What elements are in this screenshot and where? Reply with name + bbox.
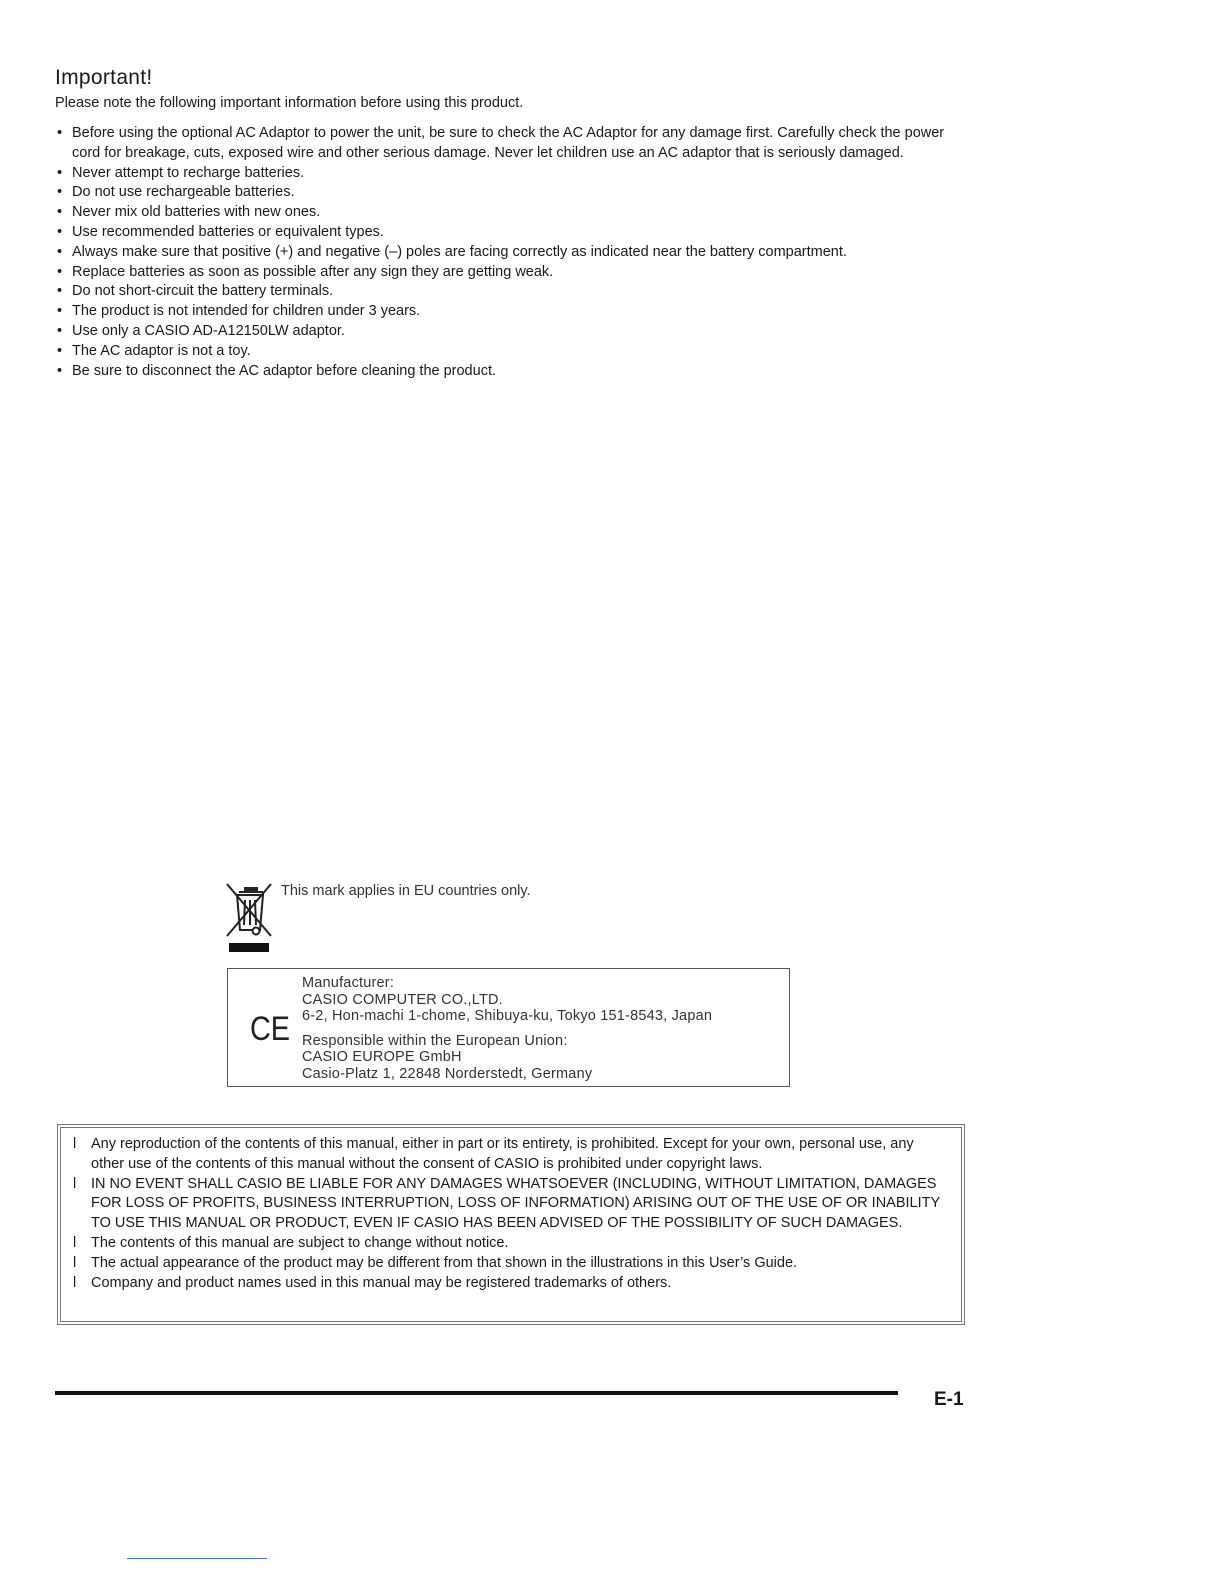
footer-divider xyxy=(55,1391,898,1395)
list-item xyxy=(61,1234,961,1254)
list-marker: l xyxy=(73,1234,77,1251)
eu-representative-name: CASIO EUROPE GmbH xyxy=(302,1049,462,1065)
list-marker: l xyxy=(73,1175,77,1192)
list-marker: l xyxy=(73,1254,77,1271)
list-item-text: Company and product names used in this manual may be registered trademarks of others. xyxy=(91,1274,672,1291)
eu-representative-address: Casio-Platz 1, 22848 Norderstedt, Germany xyxy=(302,1065,593,1082)
manufacturer-name: CASIO COMPUTER CO.,LTD. xyxy=(302,991,503,1008)
page-number: E-1 xyxy=(934,1389,964,1410)
list-item: • Never mix old batteries with new ones. xyxy=(55,203,965,223)
page-title: Important! xyxy=(55,66,153,89)
eu-representative-label: Responsible within the European Union: xyxy=(302,1032,568,1049)
crossed-out-wheelie-bin-icon xyxy=(225,880,275,956)
list-item: • Replace batteries as soon as possible after any sign they are getting weak. xyxy=(55,263,965,283)
important-list xyxy=(55,124,965,381)
list-item xyxy=(61,1135,961,1175)
list-marker: l xyxy=(73,1274,77,1291)
legal-notice-list xyxy=(61,1128,961,1293)
list-item-text: The contents of this manual are subject to change without notice. xyxy=(91,1234,509,1251)
svg-text:CE: CE xyxy=(250,1010,290,1048)
list-item: • Use only a CASIO AD-A12150LW adaptor. xyxy=(55,322,965,342)
list-item: • The AC adaptor is not a toy. xyxy=(55,342,965,362)
list-item: • Do not use rechargeable batteries. xyxy=(55,183,965,203)
list-item xyxy=(61,1254,961,1274)
list-item: • Before using the optional AC Adaptor to power the unit, be sure to check the AC Adaptor for any damage first. Carefully check the power cord for breakage, cuts, exposed wire and other serious damage. Never let children use an AC adaptor that is seriously damaged. xyxy=(55,124,965,164)
list-item: • Use recommended batteries or equivalent types. xyxy=(55,223,965,243)
list-item-text: Any reproduction of the contents of this manual, either in part or its entirety, is prohibited. Except for your own, personal use, any other use of the contents of this manual without the consent of CASIO is prohibited under copyright laws. xyxy=(91,1136,914,1172)
legal-notice-box xyxy=(57,1124,965,1325)
manufacturer-label: Manufacturer: xyxy=(302,975,395,991)
list-item: • Never attempt to recharge batteries. xyxy=(55,164,965,184)
list-item: • The product is not intended for children under 3 years. xyxy=(55,302,965,322)
list-item xyxy=(61,1274,961,1294)
list-item xyxy=(61,1175,961,1234)
list-item: • Do not short-circuit the battery terminals. xyxy=(55,282,965,302)
weee-note: This mark applies in EU countries only. xyxy=(281,883,531,899)
list-item-text: The actual appearance of the product may be different from that shown in the illustrations in this User’s Guide. xyxy=(91,1254,798,1271)
link-underline xyxy=(127,1558,267,1559)
ce-mark-icon xyxy=(250,1010,292,1048)
list-item: • Be sure to disconnect the AC adaptor before cleaning the product. xyxy=(55,362,965,382)
manufacturer-box xyxy=(227,968,790,1087)
list-marker: l xyxy=(73,1136,77,1152)
manufacturer-address: 6-2, Hon-machi 1-chome, Shibuya-ku, Tokyo 151-8543, Japan xyxy=(302,1008,713,1024)
list-item-text: IN NO EVENT SHALL CASIO BE LIABLE FOR ANY DAMAGES WHATSOEVER (INCLUDING, WITHOUT LIMITATION, DAMAGES FOR LOSS OF PROFITS, BUSINESS INTERRUPTION, LOSS OF INFORMATION) ARISING OUT OF THE USE OF OR INABILITY TO USE THIS MANUAL OR PRODUCT, EVEN IF CASIO HAS BEEN ADVISED OF THE POSSIBILITY OF SUCH DAMAGES. xyxy=(91,1175,940,1232)
intro-text: Please note the following important information before using this product. xyxy=(55,95,524,111)
list-item: • Always make sure that positive (+) and negative (–) poles are facing correctly as indicated near the battery compartment. xyxy=(55,243,965,263)
